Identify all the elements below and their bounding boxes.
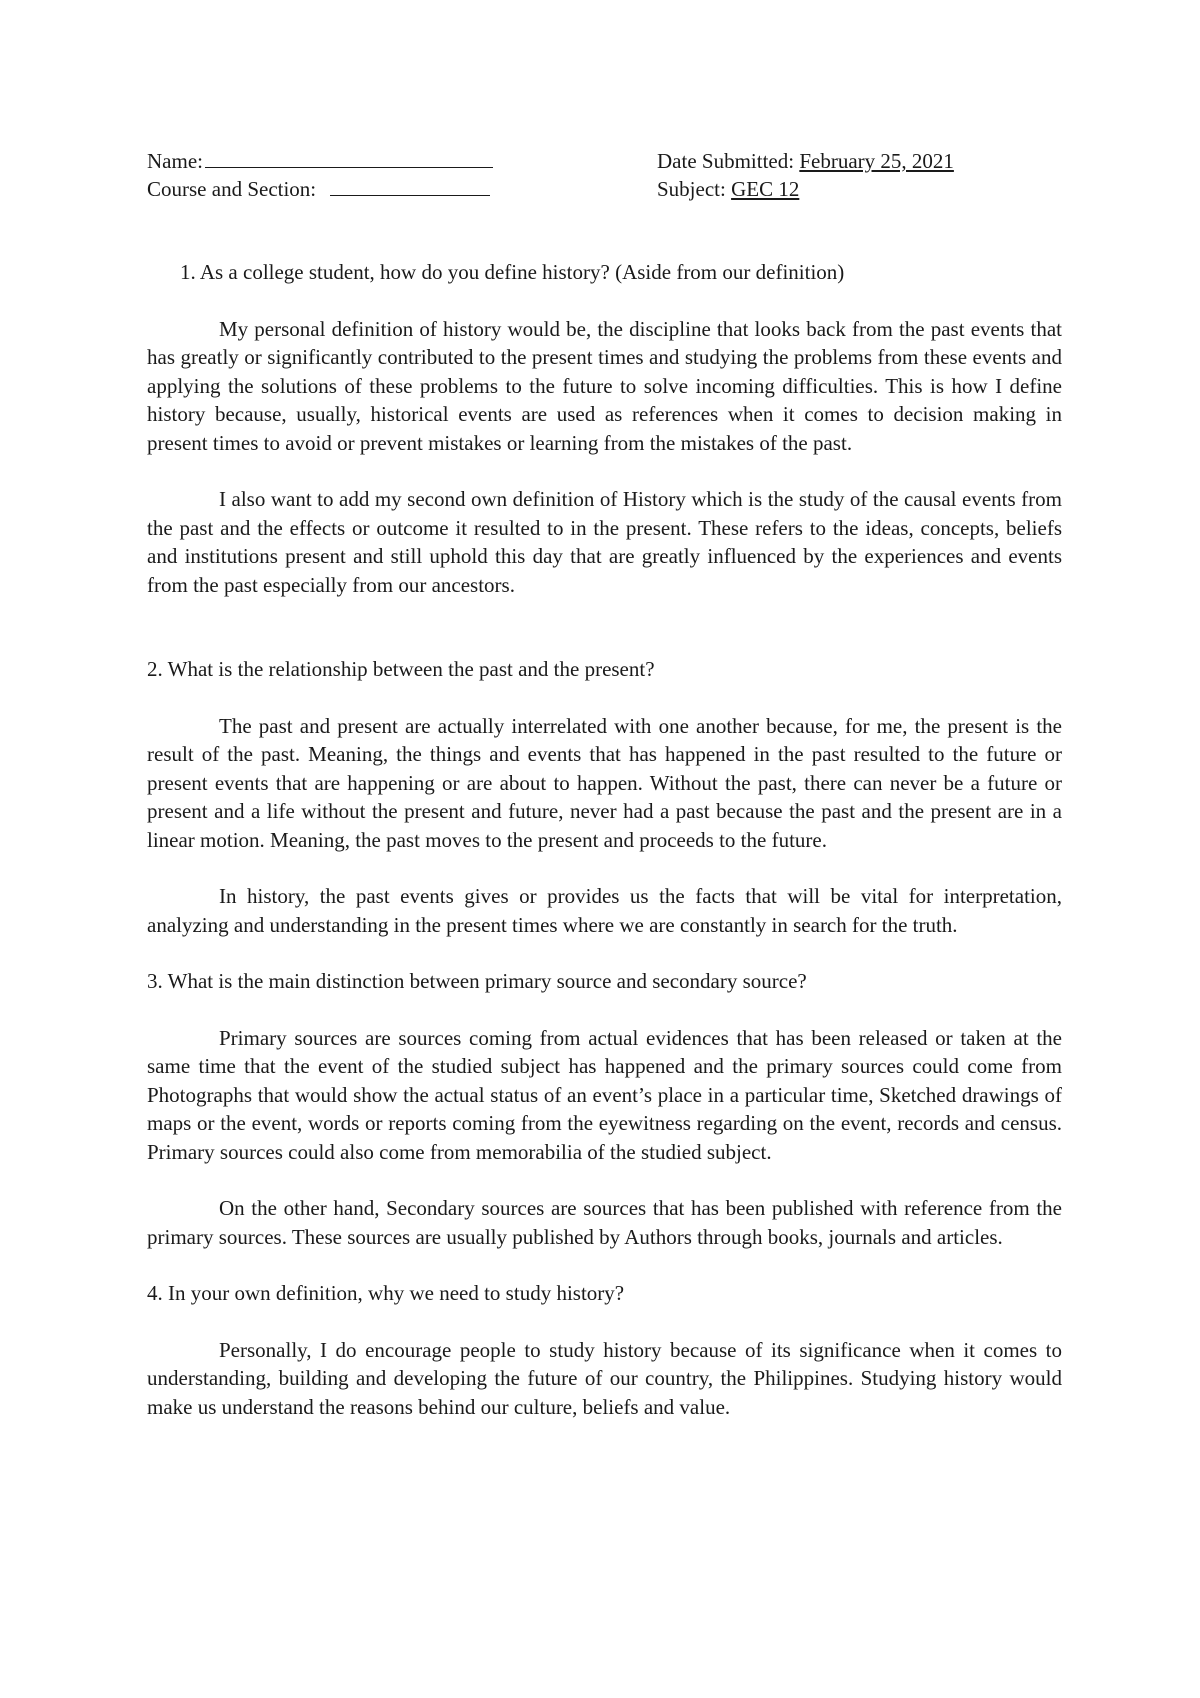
document-body xyxy=(147,258,1062,1421)
answer-1-paragraph-2: I also want to add my second own definition of History which is the study of the causal events from the past and the effects or outcome it resulted to in the present. These refers to the ideas, concepts, beliefs and institutions present and still uphold this day that are greatly influenced by the experiences and events from the past especially from our ancestors. xyxy=(147,487,1062,597)
document-header xyxy=(147,147,1067,203)
answer-4-paragraph-1: Personally, I do encourage people to study history because of its significance when it comes to understanding, building and developing the future of our country, the Philippines. Studying history would make us understand the reasons behind our culture, beliefs and value. xyxy=(147,1337,1062,1419)
course-label: Course and Section: xyxy=(147,177,317,201)
question-1: 1. As a college student, how do you define history? (Aside from our definition) xyxy=(180,260,845,284)
answer-1-paragraph-1: My personal definition of history would be, the discipline that looks back from the past events that has greatly or significantly contributed to the present times and studying the problems from these events and applying the solutions of these problems to the future to solve incoming difficulties. This is how I define history because, usually, historical events are used as references when it comes to decision making in present times to avoid or prevent mistakes or learning from the mistakes of the past. xyxy=(147,316,1062,455)
date-value: February 25, 2021 xyxy=(799,149,954,173)
answer-3-paragraph-1: Primary sources are sources coming from actual evidences that has been released or taken at the same time that the event of the studied subject has happened and the primary sources could come from Photographs that would show the actual status of an event’s place in a particular time, Sketched drawings of maps or the event, words or reports coming from the eyewitness regarding on the event, records and census. Primary sources could also come from memorabilia of the studied subject. xyxy=(147,1025,1062,1164)
name-label: Name: xyxy=(147,149,203,173)
question-3: 3. What is the main distinction between primary source and secondary source? xyxy=(147,969,807,993)
course-blank-line xyxy=(330,175,490,196)
date-submitted xyxy=(657,147,954,175)
subject-label: Subject: xyxy=(657,177,726,201)
question-4: 4. In your own definition, why we need to study history? xyxy=(147,1281,625,1305)
date-label: Date Submitted: xyxy=(657,149,795,173)
subject-value: GEC 12 xyxy=(731,177,800,201)
header-row-2 xyxy=(147,175,1067,203)
subject xyxy=(657,175,799,203)
name-blank-line xyxy=(205,147,493,168)
question-2: 2. What is the relationship between the past and the present? xyxy=(147,657,655,681)
answer-2-paragraph-2: In history, the past events gives or provides us the facts that will be vital for interpretation, analyzing and understanding in the present times where we are constantly in search for the truth. xyxy=(147,884,1062,937)
answer-2-paragraph-1: The past and present are actually interrelated with one another because, for me, the present is the result of the past. Meaning, the things and events that has happened in the past resulted to the future or present events that are happening or are about to happen. Without the past, there can never be a future or present and a life without the present and future, never had a past because the past and the present are in a linear motion. Meaning, the past moves to the present and proceeds to the future. xyxy=(147,713,1062,852)
answer-3-paragraph-2: On the other hand, Secondary sources are sources that has been published with reference from the primary sources. These sources are usually published by Authors through books, journals and articles. xyxy=(147,1196,1062,1249)
header-row-1 xyxy=(147,147,1067,175)
